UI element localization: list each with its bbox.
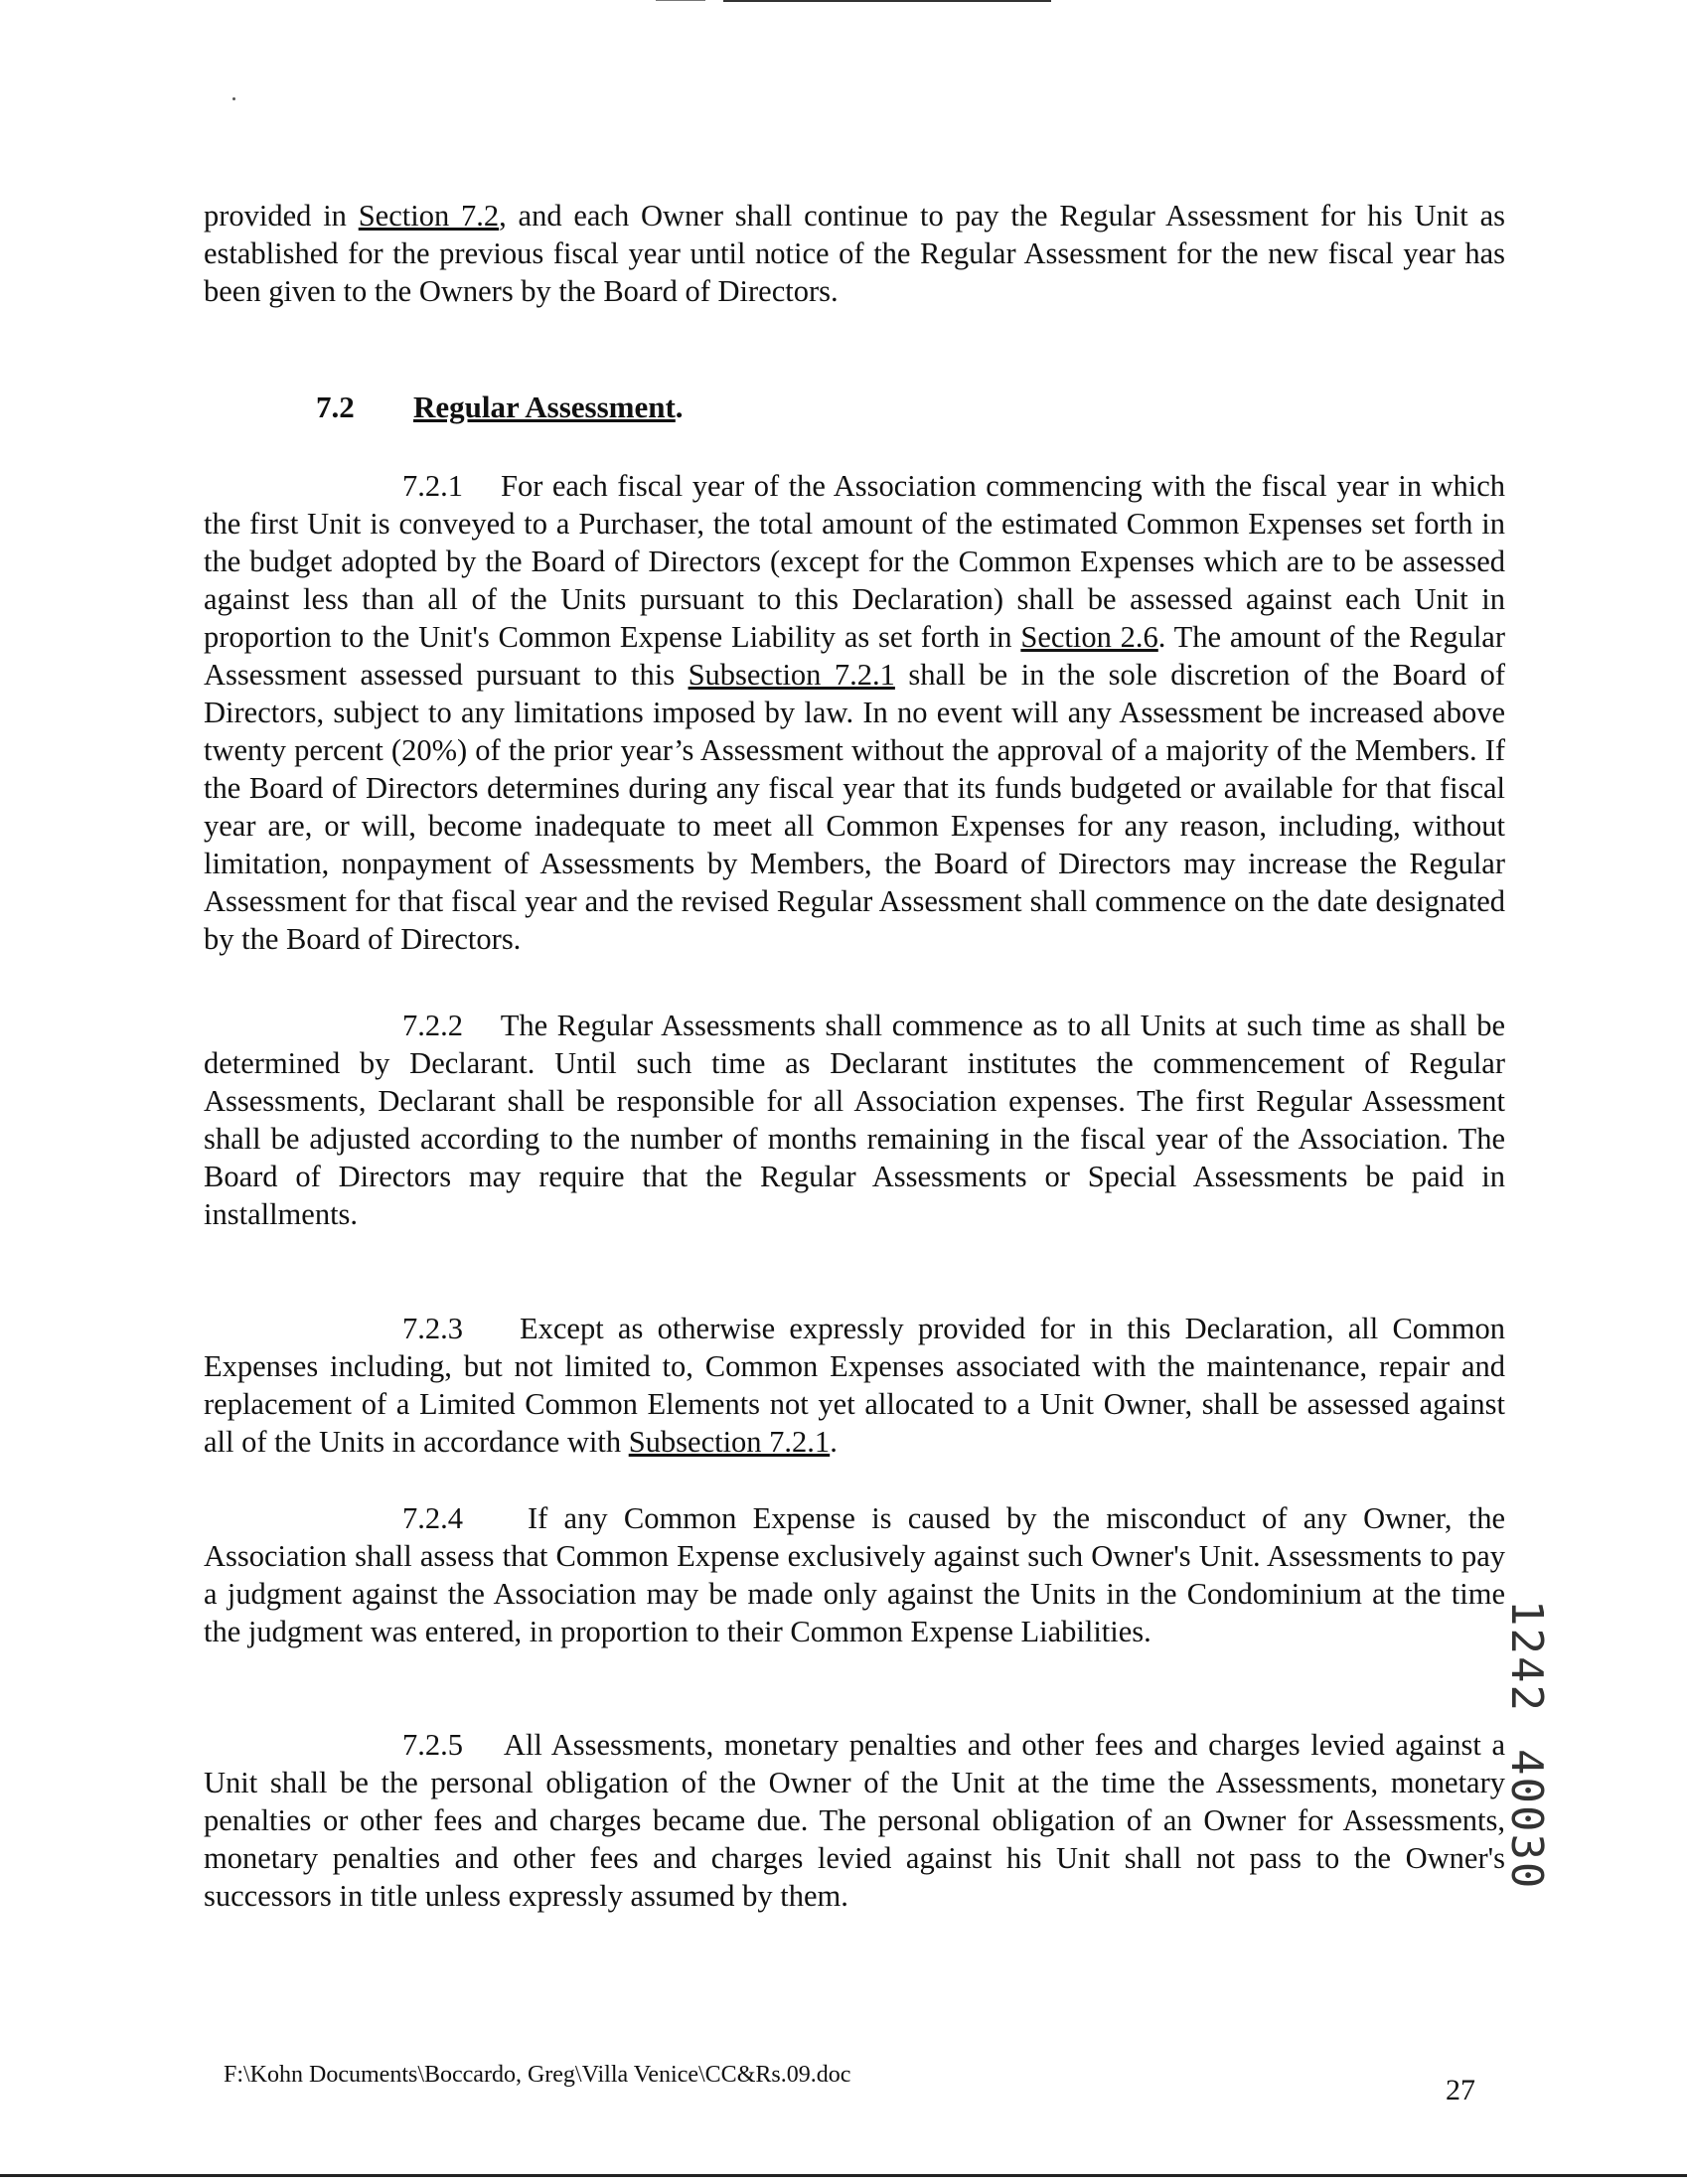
section-number: 7.2 <box>316 390 355 424</box>
paragraph-text-2: . The amount of the Regular Assessment assessed pursuant to this <box>204 620 1505 692</box>
paragraph-7-2-3 <box>204 1310 1505 1461</box>
intro-text-1: provided in <box>204 199 359 233</box>
paragraph-label: 7.2.5 <box>402 1728 463 1762</box>
paragraph-label: 7.2.2 <box>402 1009 463 1042</box>
paragraph-7-2-2 <box>204 1007 1505 1233</box>
paragraph-7-2-1 <box>204 467 1505 958</box>
recording-stamp <box>1496 1600 1556 2017</box>
paragraph-text: All Assessments, monetary penalties and other fees and charges levied against a Unit shall be the personal obligation of the Owner of the Unit at the time the Assessments, monetary penalties or other fees and charges became due. The personal obligation of an Owner for Assessments, monetary penalties and other fees and charges levied against his Unit shall not pass to the Owner's successors in title unless expressly assumed by them. <box>204 1728 1505 1913</box>
subsection-reference-7-2-1: Subsection 7.2.1 <box>628 1425 831 1459</box>
paragraph-7-2-4 <box>204 1499 1505 1650</box>
paragraph-label: 7.2.4 <box>402 1501 463 1535</box>
section-heading <box>316 390 684 425</box>
paragraph-text-1: Except as otherwise expressly provided for in this Declaration, all Common Expenses including, but not limited to, Common Expenses associated with the maintenance, repair and replacement of a Limited Common Elements not yet allocated to a Unit Owner, shall be assessed against all of the Units in accordance with <box>204 1312 1505 1459</box>
scan-top-rule <box>723 0 1051 2</box>
section-title-period: . <box>675 390 684 424</box>
paragraph-text: If any Common Expense is caused by the misconduct of any Owner, the Association shall assess that Common Expense exclusively against such Owner's Unit. Assessments to pay a judgment against the Association may be made only against the Units in the Condominium at the time the judgment was entered, in proportion to their Common Expense Liabilities. <box>204 1501 1506 1648</box>
paragraph-7-2-5 <box>204 1726 1505 1915</box>
scan-top-rule-short <box>656 0 705 1</box>
subsection-reference-7-2-1: Subsection 7.2.1 <box>688 658 895 692</box>
page-number: 27 <box>1446 2074 1475 2106</box>
continued-paragraph <box>204 197 1505 310</box>
scan-speck <box>232 97 235 100</box>
paragraph-text-2: . <box>830 1425 838 1459</box>
section-reference-7-2: Section 7.2 <box>358 199 500 233</box>
scan-bottom-rule <box>0 2174 1687 2177</box>
intro-text-2: , and each Owner shall continue to pay the Regular Assessment for his Unit as established for the previous fiscal year until notice of the Regular Assessment for the new fiscal year has been given to the Owners by the Board of Directors. <box>204 199 1505 308</box>
footer-file-path: F:\Kohn Documents\Boccardo, Greg\Villa Venice\CC&Rs.09.doc <box>224 2062 851 2088</box>
section-reference-2-6: Section 2.6 <box>1020 620 1158 654</box>
section-title: Regular Assessment <box>413 390 676 424</box>
paragraph-label: 7.2.1 <box>402 469 463 503</box>
paragraph-label: 7.2.3 <box>402 1312 463 1345</box>
paragraph-text-1: For each fiscal year of the Association commencing with the fiscal year in which the first Unit is conveyed to a Purchaser, the total amount of the estimated Common Expenses set forth in the budget adopted by the Board of Directors (except for the Common Expenses which are to be assessed against less than all of the Units pursuant to this Declaration) shall be assessed against each Unit in proportion to the Unit's Common Expense Liability as set forth in <box>204 469 1505 654</box>
paragraph-text: The Regular Assessments shall commence as to all Units at such time as shall be determined by Declarant. Until such time as Declarant institutes the commencement of Regular Assessments, Declarant shall be responsible for all Association expenses. The first Regular Assessment shall be adjusted according to the number of months remaining in the fiscal year of the Association. The Board of Directors may require that the Regular Assessments or Special Assessments be paid in installments. <box>204 1009 1506 1231</box>
paragraph-text-3: shall be in the sole discretion of the Board of Directors, subject to any limitations imposed by law. In no event will any Assessment be increased above twenty percent (20%) of the prior year’s Assessment without the approval of a majority of the Members. If the Board of Directors determines during any fiscal year that its funds budgeted or available for that fiscal year are, or will, become inadequate to meet all Common Expenses for any reason, including, without limitation, nonpayment of Assessments by Members, the Board of Directors may increase the Regular Assessment for that fiscal year and the revised Regular Assessment shall commence on the date designated by the Board of Directors. <box>204 658 1505 956</box>
recording-stamp-part-1: 1242 <box>1501 1600 1552 1713</box>
recording-stamp-part-2: 40030 <box>1501 1748 1552 1891</box>
